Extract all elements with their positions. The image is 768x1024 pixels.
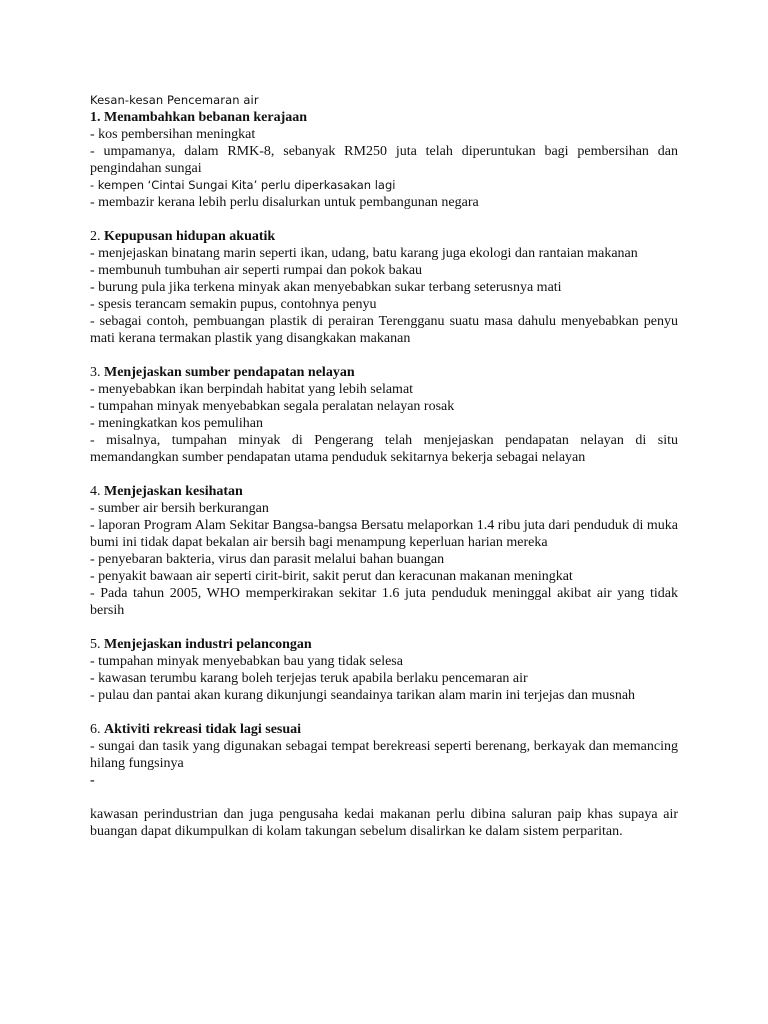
section-title: Aktiviti rekreasi tidak lagi sesuai — [104, 722, 302, 737]
section-line: - sumber air bersih berkurangan — [90, 501, 269, 516]
section-title: Menjejaskan sumber pendapatan nelayan — [104, 365, 355, 380]
section-line: - spesis terancam semakin pupus, contohnya penyu — [90, 297, 377, 312]
section-number: 6. — [90, 722, 101, 737]
section-title: Kepupusan hidupan akuatik — [104, 229, 276, 244]
section-3 — [90, 364, 678, 466]
section-line: - sungai dan tasik yang digunakan sebagai tempat berekreasi seperti berenang, berkayak dan memancing hilang fungsinya — [90, 739, 678, 771]
section-number: 2. — [90, 229, 101, 244]
section-heading — [90, 364, 678, 381]
document-content — [90, 92, 678, 840]
section-line: - membunuh tumbuhan air seperti rumpai dan pokok bakau — [90, 263, 423, 278]
section-line: - pulau dan pantai akan kurang dikunjungi seandainya tarikan alam marin ini terjejas dan musnah — [90, 688, 636, 703]
section-5 — [90, 636, 678, 704]
closing-paragraph: kawasan perindustrian dan juga pengusaha kedai makanan perlu dibina saluran paip khas supaya air buangan dapat dikumpulkan di kolam takungan sebelum disalirkan ke dalam sistem perparitan. — [90, 807, 678, 839]
trailing-dash: - — [90, 773, 95, 788]
section-line: - membazir kerana lebih perlu disalurkan untuk pembangunan negara — [90, 195, 479, 210]
section-heading — [90, 109, 678, 126]
section-line: - tumpahan minyak menyebabkan segala peralatan nelayan rosak — [90, 399, 455, 414]
section-heading — [90, 483, 678, 500]
section-line: - kawasan terumbu karang boleh terjejas teruk apabila berlaku pencemaran air — [90, 671, 528, 686]
section-line: - menyebabkan ikan berpindah habitat yang lebih selamat — [90, 382, 414, 397]
section-line: - kempen ‘Cintai Sungai Kita’ perlu diperkasakan lagi — [90, 178, 396, 192]
section-heading — [90, 721, 678, 738]
section-line: - kos pembersihan meningkat — [90, 127, 256, 142]
section-line: - misalnya, tumpahan minyak di Pengerang telah menjejaskan pendapatan nelayan di situ memandangkan sumber pendapatan utama penduduk sekitarnya bekerja sebagai nelayan — [90, 433, 678, 465]
section-line: - umpamanya, dalam RMK-8, sebanyak RM250 juta telah diperuntukan bagi pembersihan dan pengindahan sungai — [90, 144, 678, 176]
section-line: - sebagai contoh, pembuangan plastik di perairan Terengganu suatu masa dahulu menyebabkan penyu mati kerana termakan plastik yang disangkakan makanan — [90, 314, 678, 346]
section-title: Menambahkan bebanan kerajaan — [104, 110, 308, 125]
section-line: - meningkatkan kos pemulihan — [90, 416, 264, 431]
section-number: 1. — [90, 110, 101, 125]
section-number: 4. — [90, 484, 101, 499]
section-line: - menjejaskan binatang marin seperti ikan, udang, batu karang juga ekologi dan rantaian makanan — [90, 246, 638, 261]
section-heading — [90, 636, 678, 653]
section-line: - burung pula jika terkena minyak akan menyebabkan sukar terbang seterusnya mati — [90, 280, 562, 295]
section-6 — [90, 721, 678, 789]
section-number: 3. — [90, 365, 101, 380]
section-line: - penyebaran bakteria, virus dan parasit melalui bahan buangan — [90, 552, 445, 567]
section-line: - Pada tahun 2005, WHO memperkirakan sekitar 1.6 juta penduduk meninggal akibat air yang tidak bersih — [90, 586, 678, 618]
document-title: Kesan-kesan Pencemaran air — [90, 93, 259, 107]
section-line: - penyakit bawaan air seperti cirit-birit, sakit perut dan keracunan makanan meningkat — [90, 569, 573, 584]
section-line: - tumpahan minyak menyebabkan bau yang tidak selesa — [90, 654, 403, 669]
section-1 — [90, 109, 678, 211]
section-heading — [90, 228, 678, 245]
section-4 — [90, 483, 678, 619]
section-title: Menjejaskan kesihatan — [104, 484, 243, 499]
section-number: 5. — [90, 637, 101, 652]
section-2 — [90, 228, 678, 347]
section-title: Menjejaskan industri pelancongan — [104, 637, 312, 652]
section-line: - laporan Program Alam Sekitar Bangsa-bangsa Bersatu melaporkan 1.4 ribu juta dari penduduk di muka bumi ini tidak dapat bekalan air bersih bagi menampung keperluan harian mereka — [90, 518, 678, 550]
